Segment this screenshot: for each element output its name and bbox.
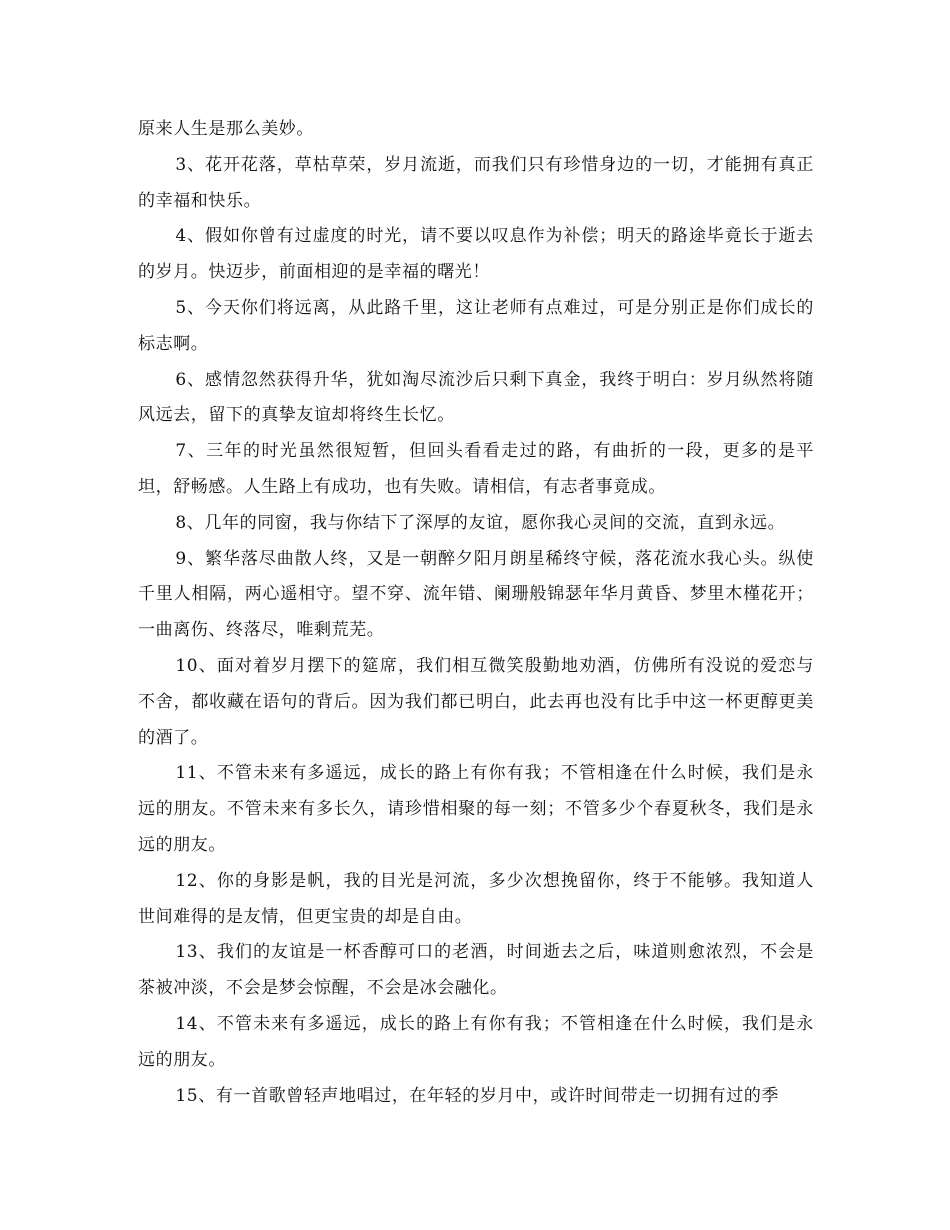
paragraph: 原来人生是那么美妙。 xyxy=(138,119,314,139)
paragraph: 8、几年的同窗，我与你结下了深厚的友谊，愿你我心灵间的交流，直到永远。 xyxy=(175,512,786,533)
paragraph: 6、感情忽然获得升华，犹如淘尽流沙后只剩下真金，我终于明白：岁月纵然将随风远去，留下的真挚友谊却将终生长忆。 xyxy=(138,369,814,426)
paragraph: 15、有一首歌曾轻声地唱过，在年轻的岁月中，或许时间带走一切拥有过的季 xyxy=(175,1085,780,1106)
paragraph: 12、你的身影是帆，我的目光是河流，多少次想挽留你，终于不能够。我知道人世间难得的是友情，但更宝贵的却是自由。 xyxy=(138,870,814,927)
paragraph: 9、繁华落尽曲散人终，又是一朝醉夕阳月朗星稀终守候，落花流水我心头。纵使千里人相隔，两心遥相守。望不穿、流年错、阑珊般锦瑟年华月黄昏、梦里木槿花开；一曲离伤、终落尽，唯剩荒芜。 xyxy=(138,548,814,641)
paragraph: 14、不管未来有多遥远，成长的路上有你有我；不管相逢在什么时候，我们是永远的朋友。 xyxy=(138,1013,814,1070)
paragraph: 5、今天你们将远离，从此路千里，这让老师有点难过，可是分别正是你们成长的标志啊。 xyxy=(138,297,814,354)
paragraph: 7、三年的时光虽然很短暂，但回头看看走过的路，有曲折的一段，更多的是平坦，舒畅感。人生路上有成功，也有失败。请相信，有志者事竟成。 xyxy=(138,441,814,497)
paragraph: 3、花开花落，草枯草荣，岁月流逝，而我们只有珍惜身边的一切，才能拥有真正的幸福和快乐。 xyxy=(138,154,814,211)
paragraph: 4、假如你曾有过虚度的时光，请不要以叹息作为补偿；明天的路途毕竟长于逝去的岁月。快迈步，前面相迎的是幸福的曙光！ xyxy=(138,226,814,283)
document-body xyxy=(138,112,814,1114)
paragraph: 11、不管未来有多遥远，成长的路上有你有我；不管相逢在什么时候，我们是永远的朋友。不管未来有多长久，请珍惜相聚的每一刻；不管多少个春夏秋冬，我们是永远的朋友。 xyxy=(138,763,814,855)
paragraph: 13、我们的友谊是一杯香醇可口的老酒，时间逝去之后，味道则愈浓烈，不会是茶被冲淡，不会是梦会惊醒，不会是冰会融化。 xyxy=(138,942,814,999)
paragraph: 10、面对着岁月摆下的筵席，我们相互微笑殷勤地劝酒，仿佛所有没说的爱恋与不舍，都收藏在语句的背后。因为我们都已明白，此去再也没有比手中这一杯更醇更美的酒了。 xyxy=(138,655,814,748)
